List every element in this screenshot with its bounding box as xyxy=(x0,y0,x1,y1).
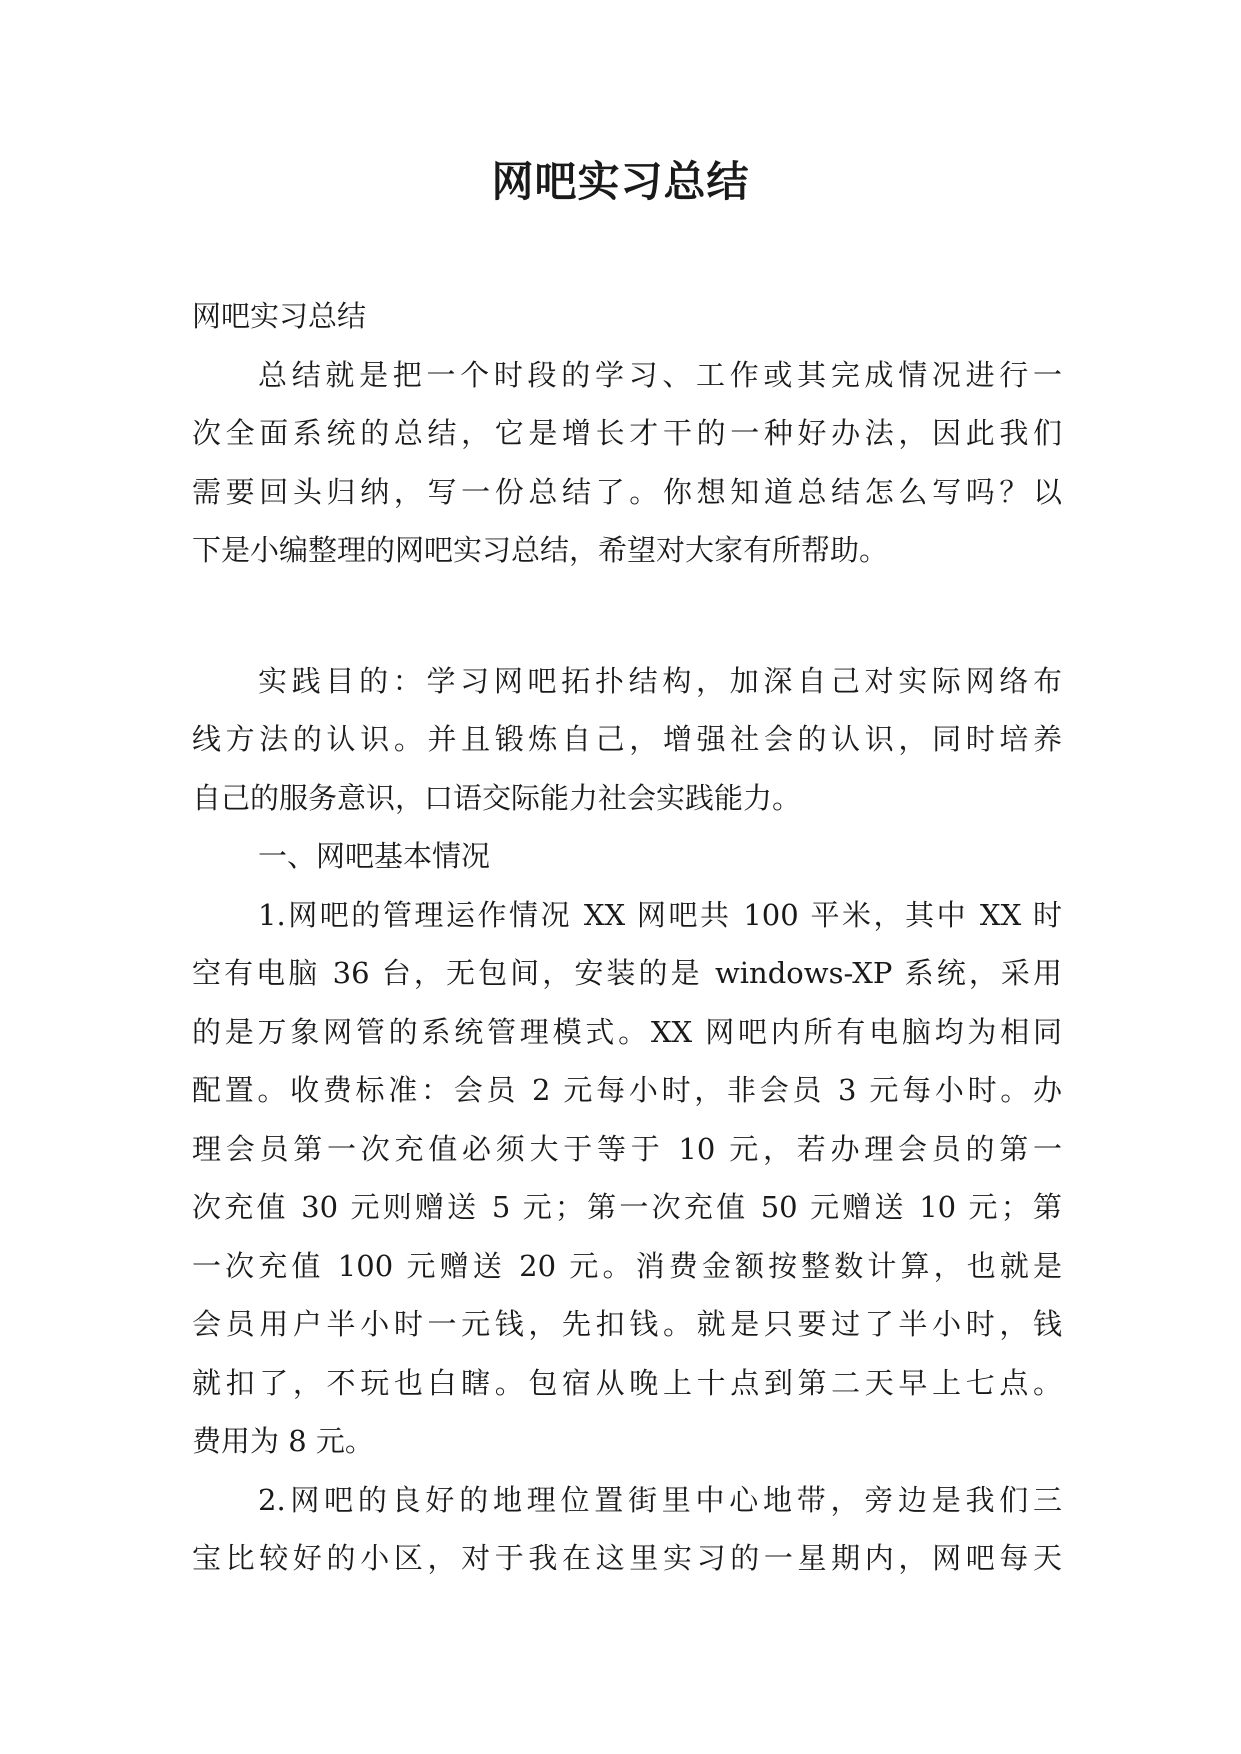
paragraph-line: 需要回头归纳，写一份总结了。你想知道总结怎么写吗？以 xyxy=(192,474,1062,509)
paragraph-line: 一次充值 100 元赠送 20 元。消费金额按整数计算，也就是 xyxy=(192,1248,1062,1283)
paragraph-line: 空有电脑 36 台，无包间，安装的是 windows-XP 系统，采用 xyxy=(192,956,1062,990)
paragraph-line: 次充值 30 元则赠送 5 元；第一次充值 50 元赠送 10 元；第 xyxy=(192,1190,1062,1224)
purpose-paragraph xyxy=(192,652,1062,828)
paragraph-line: 理会员第一次充值必须大于等于 10 元，若办理会员的第一 xyxy=(192,1131,1062,1166)
document-title: 网吧实习总结 xyxy=(491,157,750,206)
paragraph-line: 总结就是把一个时段的学习、工作或其完成情况进行一 xyxy=(258,357,1062,392)
paragraph-spacer xyxy=(192,580,1062,652)
paragraph-line: 2.网吧的良好的地理位置街里中心地带，旁边是我们三 xyxy=(258,1482,1062,1517)
section-heading: 一、网吧基本情况 xyxy=(258,839,491,873)
item-2-paragraph xyxy=(192,1471,1062,1588)
paragraph-line: 的是万象网管的系统管理模式。XX 网吧内所有电脑均为相同 xyxy=(192,1014,1062,1049)
paragraph-line: 次全面系统的总结，它是增长才干的一种好办法，因此我们 xyxy=(192,416,1062,450)
paragraph-line: 实践目的：学习网吧拓扑结构，加深自己对实际网络布 xyxy=(258,663,1062,698)
paragraph-line: 自己的服务意识，口语交际能力社会实践能力。 xyxy=(192,780,802,815)
document-subtitle: 网吧实习总结 xyxy=(192,299,367,333)
paragraph-line: 1.网吧的管理运作情况 XX 网吧共 100 平米，其中 XX 时 xyxy=(258,897,1062,932)
paragraph-line: 线方法的认识。并且锻炼自己，增强社会的认识，同时培养 xyxy=(192,722,1062,756)
document-body xyxy=(192,287,1062,1588)
paragraph-line: 费用为 8 元。 xyxy=(192,1424,374,1458)
paragraph-line: 下是小编整理的网吧实习总结，希望对大家有所帮助。 xyxy=(192,533,889,567)
paragraph-line: 就扣了，不玩也白瞎。包宿从晚上十点到第二天早上七点。 xyxy=(192,1365,1062,1400)
paragraph-line: 配置。收费标准：会员 2 元每小时，非会员 3 元每小时。办 xyxy=(192,1073,1062,1107)
item-1-paragraph xyxy=(192,886,1062,1471)
paragraph-line: 宝比较好的小区，对于我在这里实习的一星期内，网吧每天 xyxy=(192,1541,1062,1575)
intro-paragraph xyxy=(192,346,1062,580)
paragraph-line: 会员用户半小时一元钱，先扣钱。就是只要过了半小时，钱 xyxy=(192,1307,1062,1341)
